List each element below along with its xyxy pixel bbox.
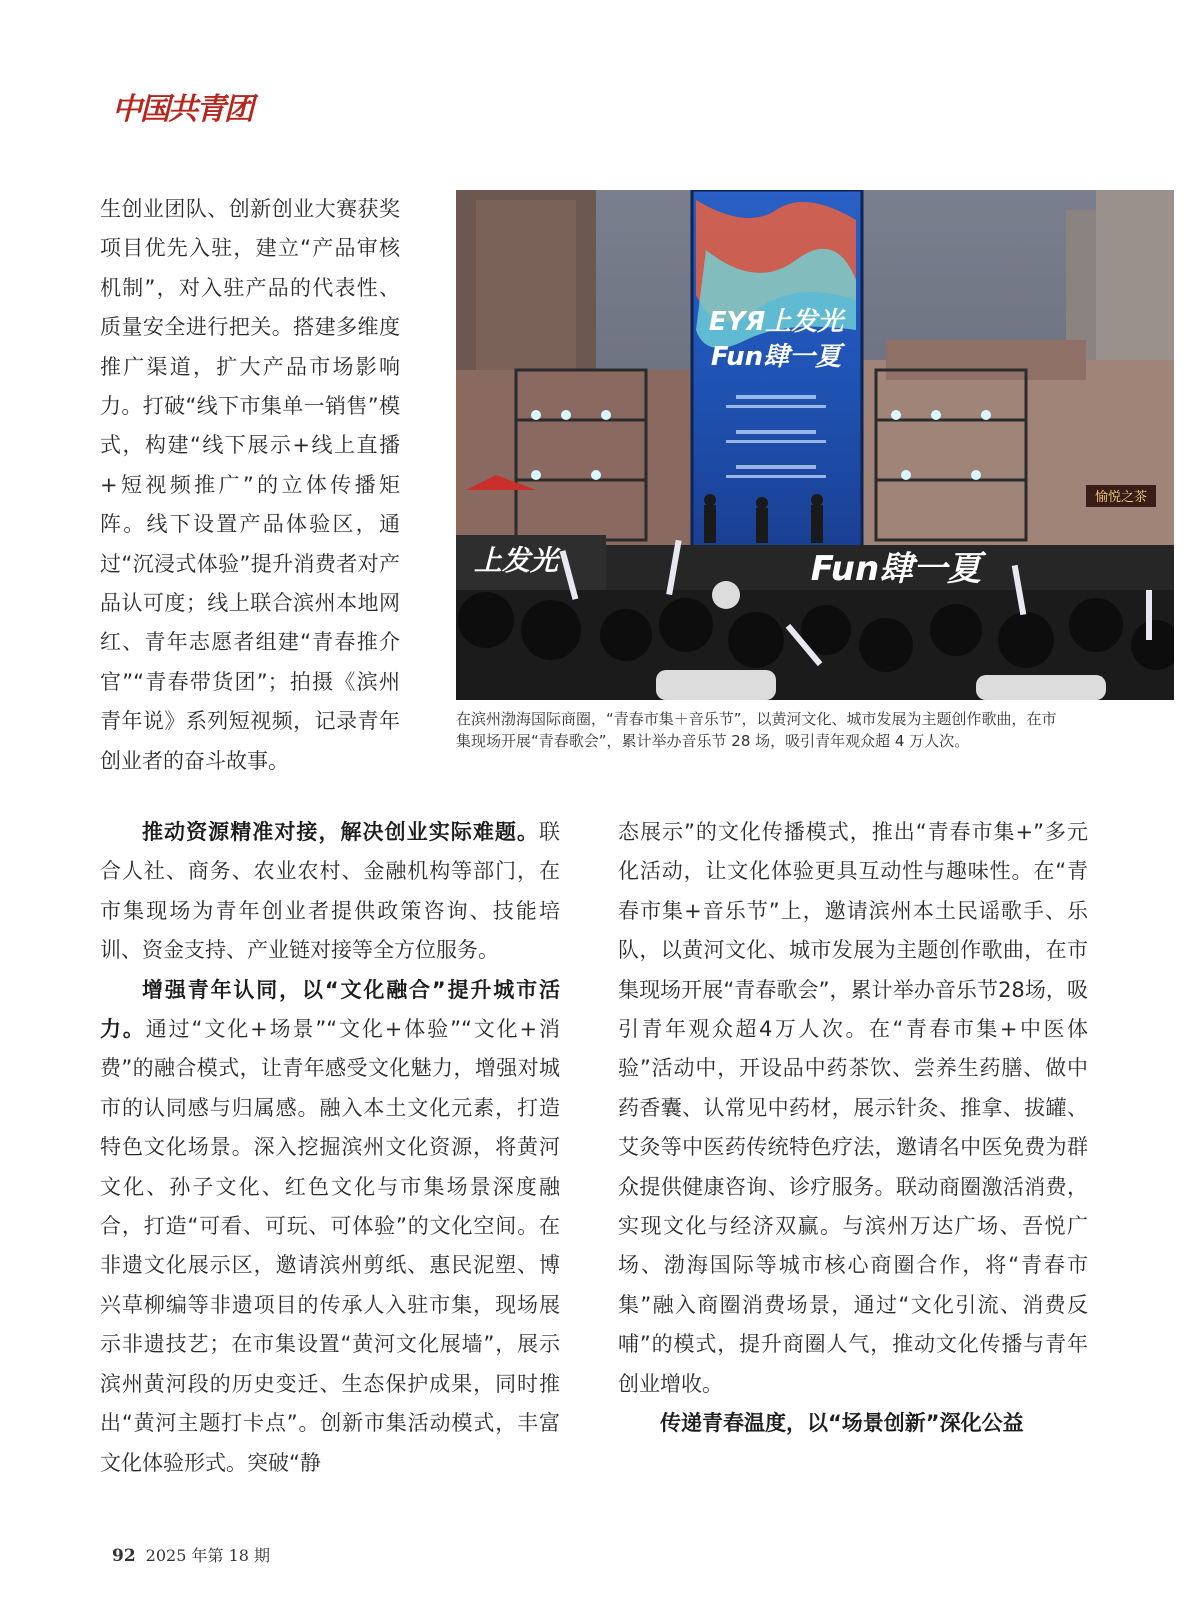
paragraph-lead: 推动资源精准对接，解决创业实际难题。 [142, 820, 539, 844]
magazine-masthead: 中国共青团 [112, 92, 252, 127]
stage-banner-text: Fun肆一夏 [810, 549, 982, 589]
top-text-column [100, 190, 400, 781]
body-paragraph: 态展示”的文化传播模式，推出“青春市集+”多元化活动，让文化体验更具互动性与趣味性。在“青春市集+音乐节”上，邀请滨州本土民谣歌手、乐队，以黄河文化、城市发展为主题创作歌曲，在市集现场开展“青春歌会”，累计举办音乐节28场，吸引青年观众超4万人次。在“青春市集+中医体验”活动中，开设品中药茶饮、尝养生药膳、做中药香囊、认常见中药材，展示针灸、推拿、拔罐、艾灸等中医药传统特色疗法，邀请名中医免费为群众提供健康咨询、诊疗服务。联动商圈激活消费，实现文化与经济双赢。与滨州万达广场、吾悦广场、渤海国际等城市核心商圈合作，将“青春市集”融入商圈消费场景，通过“文化引流、消费反哺”的模式，提升商圈人气，推动文化传播与青年创业增收。 [618, 820, 1088, 1396]
photo-illustration [456, 190, 1174, 700]
shop-sign-text: 愉悦之茶 [1094, 490, 1148, 505]
body-paragraph [618, 1404, 1088, 1443]
page-number: 92 [112, 1546, 136, 1566]
screen-text-line2: Fun肆一夏 [710, 342, 842, 372]
body-paragraph [100, 971, 560, 1483]
right-text-column [618, 813, 1088, 1444]
paragraph-lead: 增强青年认同，以“文化融合”提升城市活力。 [100, 977, 560, 1042]
page-footer [112, 1543, 270, 1566]
concert-photo [456, 190, 1174, 700]
screen-text-line1: EYЯ上发光 [708, 307, 844, 337]
body-paragraph [100, 813, 560, 971]
issue-label: 2025 年第 18 期 [145, 1546, 271, 1565]
paragraph-lead: 传递青春温度，以“场景创新”深化公益 [660, 1411, 1024, 1436]
body-paragraph: 生创业团队、创新创业大赛获奖项目优先入驻，建立“产品审核机制”，对入驻产品的代表性、质量安全进行把关。搭建多维度推广渠道，扩大产品市场影响力。打破“线下市集单一销售”模式，构建“线下展示+线上直播+短视频推广”的立体传播矩阵。线下设置产品体验区，通过“沉浸式体验”提升消费者对产品认可度；线上联合滨州本地网红、青年志愿者组建“青春推介官”“青春带货团”；拍摄《滨州青年说》系列短视频，记录青年创业者的奋斗故事。 [100, 197, 400, 773]
left-text-column [100, 813, 560, 1483]
stage-banner-left-text: 上发光 [473, 544, 559, 577]
paragraph-body: 联合人社、商务、农业农村、金融机构等部门，在市集现场为青年创业者提供政策咨询、技能培训、资金支持、产业链对接等全方位服务。 [100, 820, 560, 963]
paragraph-body: 通过“文化+场景”“文化+体验”“文化+消费”的融合模式，让青年感受文化魅力，增强对城市的认同感与归属感。融入本土文化元素，打造特色文化场景。深入挖掘滨州文化资源，将黄河文化、孙子文化、红色文化与市集场景深度融合，打造“可看、可玩、可体验”的文化空间。在非遗文化展示区，邀请滨州剪纸、惠民泥塑、博兴草柳编等非遗项目的传承人入驻市集，现场展示非遗技艺；在市集设置“黄河文化展墙”，展示滨州黄河段的历史变迁、生态保护成果，同时推出“黄河主题打卡点”。创新市集活动模式，丰富文化体验形式。突破“静 [100, 1017, 560, 1475]
photo-caption: 在滨州渤海国际商圈，“青春市集＋音乐节”，以黄河文化、城市发展为主题创作歌曲，在市集现场开展“青春歌会”，累计举办音乐节 28 场，吸引青年观众超 4 万人次。 [456, 710, 1057, 750]
